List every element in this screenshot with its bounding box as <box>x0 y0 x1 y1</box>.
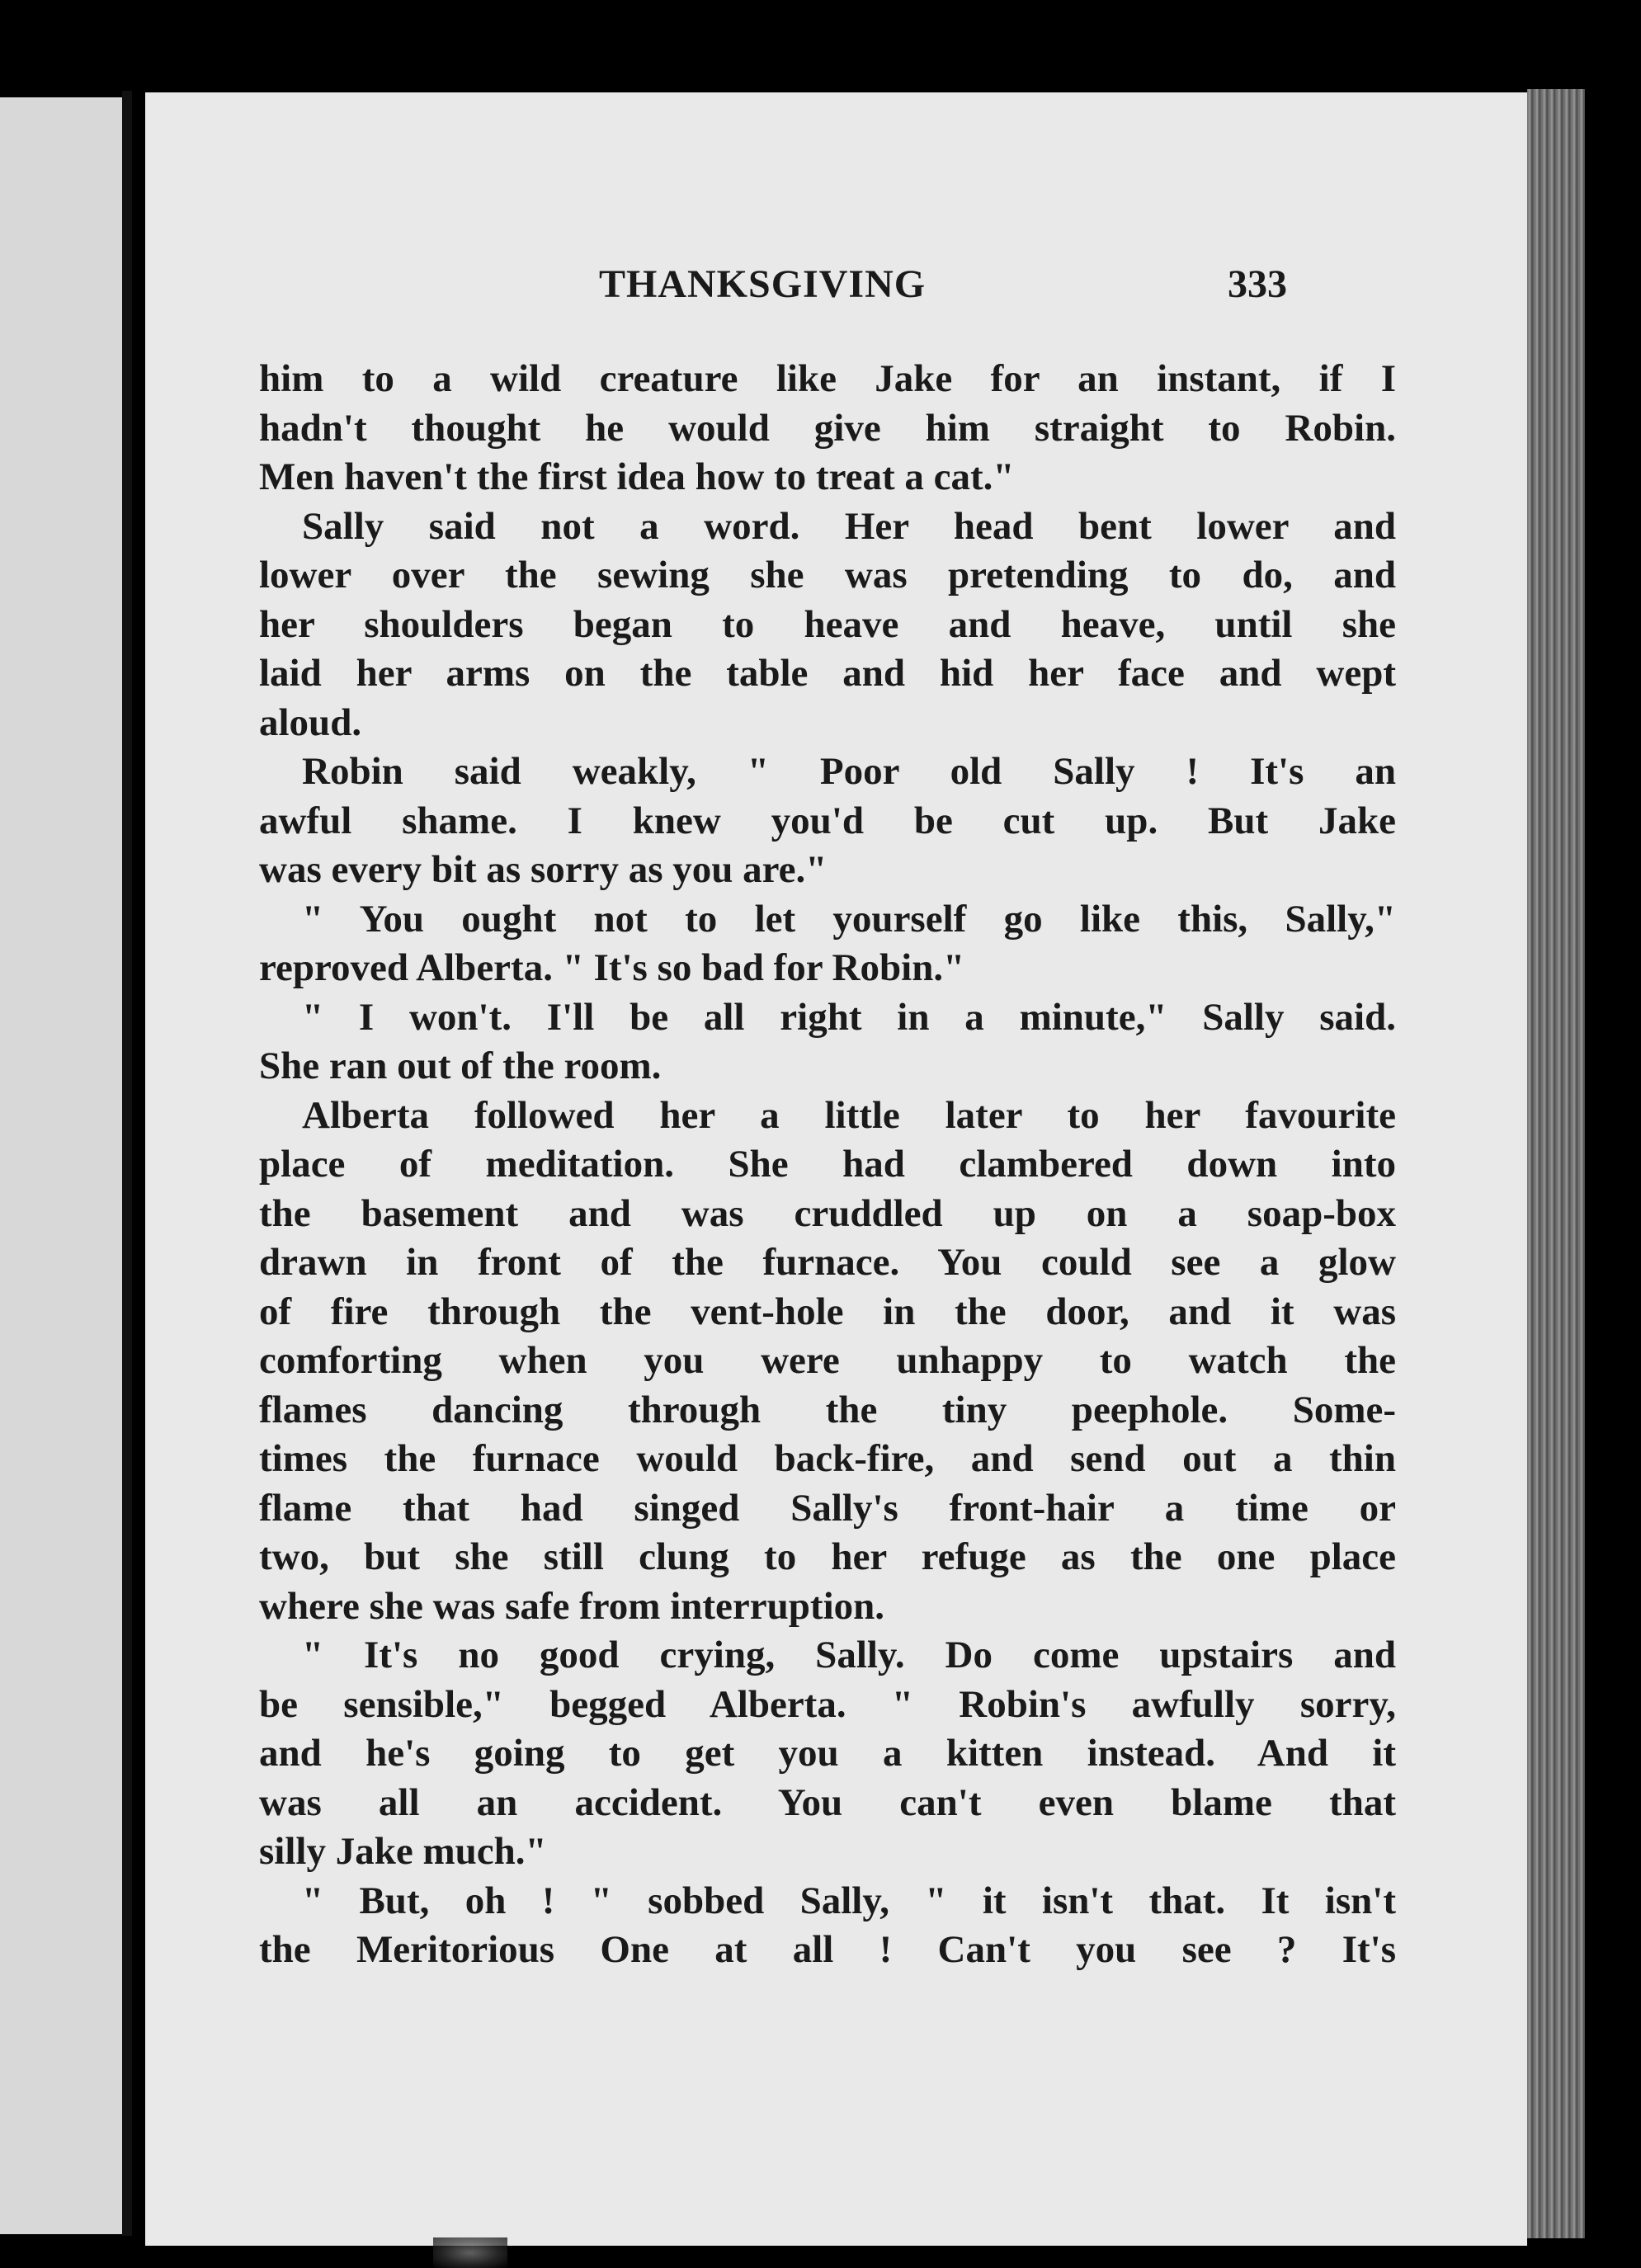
text-line: place of meditation. She had clambered down into <box>259 1143 1396 1186</box>
text-line: aloud. <box>259 700 362 744</box>
text-line: Alberta followed her a little later to her favourite <box>302 1093 1396 1137</box>
text-line: Robin said weakly, " Poor old Sally ! It's an <box>302 750 1396 793</box>
text-line: " You ought not to let yourself go like this, Sally," <box>302 897 1396 941</box>
text-line: flame that had singed Sally's front-hair a time or <box>259 1486 1396 1530</box>
page-header <box>145 262 1527 328</box>
text-line: hadn't thought he would give him straight to Robin. <box>259 406 1396 450</box>
text-line: was every bit as sorry as you are." <box>259 848 828 891</box>
text-line: the basement and was cruddled up on a soap-box <box>259 1191 1396 1235</box>
text-line: Men haven't the first idea how to treat a cat." <box>259 455 1015 498</box>
body-text <box>259 355 1396 1975</box>
text-line: two, but she still clung to her refuge as the one place <box>259 1535 1396 1578</box>
text-line: reproved Alberta. " It's so bad for Robin." <box>259 946 965 989</box>
left-facing-page <box>0 97 124 2234</box>
text-line: and he's going to get you a kitten instead. And it <box>259 1732 1396 1775</box>
text-line: She ran out of the room. <box>259 1044 662 1087</box>
text-line: flames dancing through the tiny peephole. Some- <box>259 1388 1396 1431</box>
text-line: " I won't. I'll be all right in a minute," Sally said. <box>302 995 1396 1039</box>
text-line: " But, oh ! " sobbed Sally, " it isn't that. It isn't <box>302 1879 1396 1922</box>
text-line: silly Jake much." <box>259 1830 547 1873</box>
scan-smudge <box>433 2237 507 2268</box>
text-line: her shoulders began to heave and heave, until she <box>259 602 1396 646</box>
text-line: Sally said not a word. Her head bent lower and <box>302 504 1396 548</box>
text-line: awful shame. I knew you'd be cut up. But Jake <box>259 799 1396 842</box>
text-line: drawn in front of the furnace. You could see a glow <box>259 1241 1396 1284</box>
text-line: him to a wild creature like Jake for an instant, if I <box>259 357 1396 400</box>
text-line: the Meritorious One at all ! Can't you see ? It's <box>259 1928 1396 1971</box>
text-line: where she was safe from interruption. <box>259 1584 885 1628</box>
page-stack-edge <box>1527 89 1585 2238</box>
gutter <box>122 91 132 2236</box>
page-number: 333 <box>1228 262 1287 306</box>
text-line: comforting when you were unhappy to watch the <box>259 1339 1396 1382</box>
text-line: laid her arms on the table and hid her face and wept <box>259 652 1396 695</box>
text-line: be sensible," begged Alberta. " Robin's awfully sorry, <box>259 1682 1396 1726</box>
text-line: of fire through the vent-hole in the door, and it was <box>259 1290 1396 1333</box>
text-line: lower over the sewing she was pretending to do, and <box>259 554 1396 596</box>
text-line: " It's no good crying, Sally. Do come upstairs and <box>302 1634 1396 1676</box>
scan-border <box>1585 83 1641 2268</box>
text-line: times the furnace would back-fire, and send out a thin <box>259 1437 1396 1480</box>
book-page <box>145 92 1527 2246</box>
running-head: THANKSGIVING <box>599 262 927 306</box>
text-line: was all an accident. You can't even blame that <box>259 1780 1396 1824</box>
